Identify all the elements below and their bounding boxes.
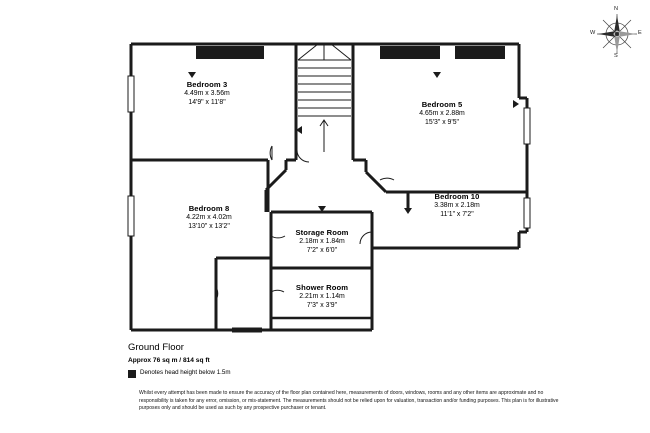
compass-east-label: E: [638, 30, 642, 36]
room-name: Bedroom 8: [188, 204, 230, 213]
room-label-bedroom-10: [411, 192, 503, 219]
room-label-bedroom-8: [163, 204, 255, 231]
window-blocks: [196, 46, 505, 59]
room-label-storage-room: [277, 228, 367, 255]
room-dim-metric: 3.38m x 2.18m: [434, 201, 480, 209]
room-dim-imperial: 7'2" x 6'0": [306, 246, 338, 254]
room-name: Storage Room: [295, 228, 349, 237]
room-label-bedroom-3: [161, 80, 253, 107]
floorplan-footer: [128, 342, 568, 378]
room-dim-imperial: 15'3" x 9'5": [425, 118, 459, 126]
room-dim-metric: 2.18m x 1.84m: [299, 237, 345, 245]
page-title: Ground Floor: [128, 342, 184, 353]
legend-swatch-icon: [128, 370, 136, 378]
room-dim-metric: 4.49m x 3.56m: [184, 89, 230, 97]
compass-rose: [589, 6, 645, 62]
room-dim-metric: 2.21m x 1.14m: [299, 292, 345, 300]
room-label-shower-room: [277, 283, 367, 310]
staircase: [298, 44, 351, 152]
room-dim-imperial: 13'10" x 13'2": [188, 222, 230, 230]
room-name: Bedroom 5: [421, 100, 463, 109]
compass-west-label: W: [590, 30, 596, 36]
area-summary: Approx 76 sq m / 814 sq ft: [128, 357, 210, 364]
legend: [128, 370, 568, 378]
room-name: Shower Room: [295, 283, 349, 292]
room-name: Bedroom 10: [434, 192, 480, 201]
room-dim-metric: 4.22m x 4.02m: [186, 213, 232, 221]
room-name: Bedroom 3: [186, 80, 228, 89]
disclaimer-text: Whilst every attempt has been made to ensure the accuracy of the floor plan contained here, measurements of doors, windows, rooms and any other items are approximate and no responsibility is taken for any error, omission, or mis-statement. The measurements should not be relied upon for valuation, transaction and/or funding purposes. This plan is for illustrative purposes only and should be used as such by any prospective purchaser or tenant.: [139, 390, 559, 412]
room-dim-imperial: 11'1" x 7'2": [440, 210, 474, 218]
room-label-bedroom-5: [396, 100, 488, 127]
legend-label: Denotes head height below 1.5m: [140, 369, 231, 376]
compass-south-label: S: [614, 53, 618, 59]
room-dim-imperial: 14'9" x 11'8": [188, 98, 226, 106]
compass-north-label: N: [614, 6, 619, 12]
room-dim-metric: 4.65m x 2.88m: [419, 109, 465, 117]
room-dim-imperial: 7'3" x 3'9": [306, 301, 338, 309]
